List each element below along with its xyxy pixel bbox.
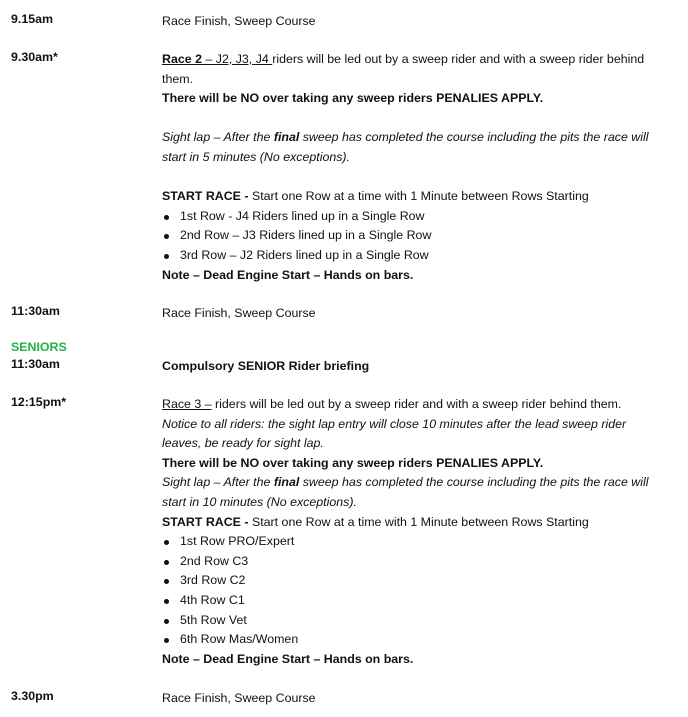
race-2-desc: riders will be led out by a sweep rider and with a sweep rider behind	[272, 52, 645, 66]
bullet-icon	[164, 540, 169, 545]
race-2-note: Note – Dead Engine Start – Hands on bars.	[162, 267, 414, 282]
bullet-icon	[164, 599, 169, 604]
race-2-sight-lap: Sight lap – After the final sweep has completed the course including the pits the race will	[162, 130, 649, 145]
bullet-icon	[164, 638, 169, 643]
time-11-30am: 11:30am	[11, 304, 60, 318]
race-finish-text: Race Finish, Sweep Course	[162, 306, 316, 320]
list-item: 2nd Row C3	[162, 552, 662, 572]
race-3-block	[162, 395, 662, 669]
time-11-30am-seniors: 11:30am	[11, 357, 60, 371]
list-item: 3rd Row – J2 Riders lined up in a Single Row	[162, 246, 662, 266]
race-3-start-race: START RACE - Start one Row at a time with 1 Minute between Rows Starting	[162, 514, 589, 529]
time-9-15am: 9.15am	[11, 12, 54, 26]
race-2-block	[162, 50, 662, 285]
race-2-sight-lap-cont: start in 5 minutes (No exceptions).	[162, 149, 351, 164]
race-3-sight-lap-cont: start in 10 minutes (No exceptions).	[162, 494, 357, 509]
bullet-icon	[164, 579, 169, 584]
race-finish-text: Race Finish, Sweep Course	[162, 691, 316, 705]
race-3-sight-lap: Sight lap – After the final sweep has completed the course including the pits the race will	[162, 475, 649, 490]
race-3-note: Note – Dead Engine Start – Hands on bars.	[162, 651, 414, 666]
bullet-icon	[164, 254, 169, 259]
time-12-15pm: 12:15pm*	[11, 395, 67, 409]
race-finish-text: Race Finish, Sweep Course	[162, 14, 316, 28]
race-3-no-overtake: There will be NO over taking any sweep riders PENALIES APPLY.	[162, 455, 544, 470]
list-item: 2nd Row – J3 Riders lined up in a Single Row	[162, 226, 662, 246]
race-2-heading	[162, 50, 662, 70]
list-item: 1st Row - J4 Riders lined up in a Single Row	[162, 207, 662, 227]
time-9-30am: 9.30am*	[11, 50, 58, 64]
senior-briefing: Compulsory SENIOR Rider briefing	[162, 359, 370, 373]
list-item: 1st Row PRO/Expert	[162, 532, 662, 552]
race-2-start-race: START RACE - Start one Row at a time with 1 Minute between Rows Starting	[162, 189, 589, 204]
list-item: 4th Row C1	[162, 591, 662, 611]
race-2-title: Race 2	[162, 52, 202, 66]
bullet-icon	[164, 560, 169, 565]
list-item: 6th Row Mas/Women	[162, 630, 662, 650]
race-2-classes: – J2, J3, J4	[201, 52, 273, 66]
list-item: 5th Row Vet	[162, 611, 662, 631]
race-3-heading	[162, 395, 662, 415]
race-2-desc-cont: them.	[162, 71, 193, 86]
bullet-icon	[164, 215, 169, 220]
time-3-30pm: 3.30pm	[11, 689, 54, 703]
race-3-notice-cont: leaves, be ready for sight lap.	[162, 436, 324, 451]
race-2-no-overtake: There will be NO over taking any sweep riders PENALIES APPLY.	[162, 91, 544, 106]
list-item: 3rd Row C2	[162, 571, 662, 591]
race-3-desc: riders will be led out by a sweep rider and with a sweep rider behind them.	[211, 397, 622, 411]
section-seniors: SENIORS	[11, 340, 67, 354]
bullet-icon	[164, 234, 169, 239]
race-3-title: Race 3 –	[162, 397, 212, 411]
race-3-notice: Notice to all riders: the sight lap entry will close 10 minutes after the lead sweep rider	[162, 416, 627, 431]
bullet-icon	[164, 619, 169, 624]
